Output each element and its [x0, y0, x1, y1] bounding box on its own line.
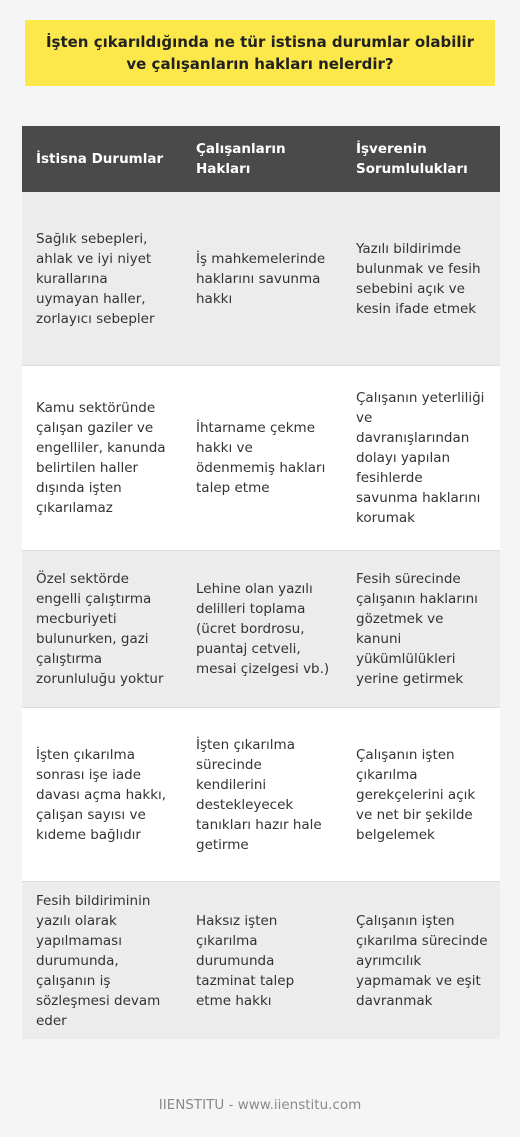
table-cell: İhtarname çekme hakkı ve ödenmemiş hakları talep etme: [196, 420, 326, 496]
table-cell: Yazılı bildirimde bulunmak ve fesih sebebini açık ve kesin ifade etmek: [356, 240, 481, 317]
table-cell: Sağlık sebepleri, ahlak ve iyi niyet kurallarına uymayan haller, zorlayıcı sebepler: [36, 230, 155, 327]
header-cell-employee-rights: Çalışanların Hakları: [196, 141, 286, 177]
table-cell: Fesih bildiriminin yazılı olarak yapılmaması durumunda, çalışanın iş sözleşmesi devam eder: [36, 892, 161, 1029]
table-row: [22, 882, 500, 1039]
rights-table: [22, 126, 500, 1039]
table-cell: Özel sektörde engelli çalıştırma mecburiyeti bulunurken, gazi çalıştırma zorunluluğu yoktur: [36, 571, 164, 687]
table-cell: Lehine olan yazılı delilleri toplama (ücret bordrosu, puantaj cetveli, mesai çizelgesi vb.): [196, 581, 330, 677]
header-cell-employer-duties: İşverenin Sorumlulukları: [356, 141, 468, 177]
table-row: [22, 192, 500, 366]
table-cell: İşten çıkarılma sonrası işe iade davası açma hakkı, çalışan sayısı ve kıdeme bağlıdır: [36, 746, 167, 843]
table-row: [22, 366, 500, 551]
table-cell: Haksız işten çıkarılma durumunda tazminat talep etme hakkı: [196, 912, 295, 1009]
header-cell-exceptions: İstisna Durumlar: [36, 151, 164, 167]
footer-credit: IIENSTITU - www.iienstitu.com: [158, 1097, 362, 1113]
page-title: İşten çıkarıldığında ne tür istisna durumlar olabilir ve çalışanların hakları nelerdir?: [45, 33, 475, 73]
table-row: [22, 708, 500, 882]
table-cell: Kamu sektöründe çalışan gaziler ve engelliler, kanunda belirtilen haller dışında işten çıkarılamaz: [36, 400, 166, 516]
table-cell: Çalışanın yeterliliği ve davranışlarından dolayı yapılan fesihlerde savunma haklarını korumak: [356, 390, 485, 526]
table-cell: İşten çıkarılma sürecinde kendilerini destekleyecek tanıkları hazır hale getirme: [196, 736, 322, 853]
table-header-row: [22, 126, 500, 192]
title-banner: [25, 20, 495, 86]
table-cell: Çalışanın işten çıkarılma sürecinde ayrımcılık yapmamak ve eşit davranmak: [356, 912, 488, 1009]
table-cell: Fesih sürecinde çalışanın haklarını gözetmek ve kanuni yükümlülükleri yerine getirmek: [356, 571, 478, 687]
table-cell: İş mahkemelerinde haklarını savunma hakkı: [196, 250, 326, 307]
table-cell: Çalışanın işten çıkarılma gerekçelerini açık ve net bir şekilde belgelemek: [356, 746, 476, 843]
table-row: [22, 551, 500, 708]
